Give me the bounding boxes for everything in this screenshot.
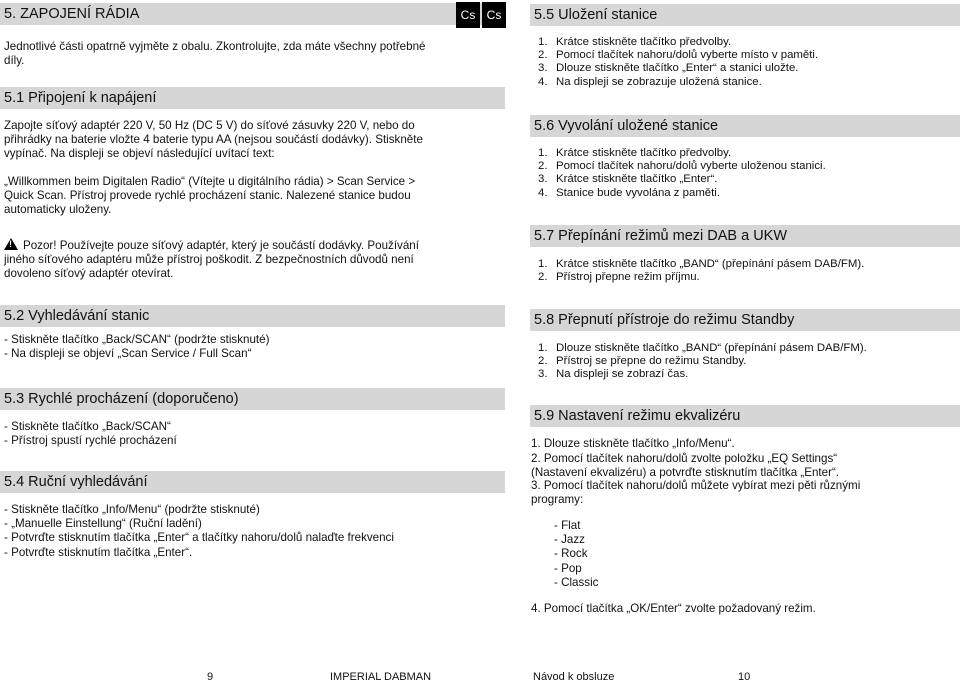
manual-tuning-list: [4, 503, 484, 560]
list-item: - Na displeji se objeví „Scan Service / Full Scan“: [4, 347, 252, 361]
list-item: - Přístroj spustí rychlé procházení: [4, 434, 177, 448]
section-5-9-heading: 5.9 Nastavení režimu ekvalizéru: [530, 405, 960, 427]
eq-step-4: 4. Pomocí tlačítka „OK/Enter“ zvolte požadovaný režim.: [531, 602, 816, 615]
section-5-7-heading: 5.7 Přepínání režimů mezi DAB a UKW: [530, 225, 960, 247]
quick-scan-list: [4, 420, 484, 448]
eq-step-3: 3. Pomocí tlačítek nahoru/dolů můžete vybírat mezi pěti různými programy:: [531, 479, 861, 506]
section-5-6-heading: 5.6 Vyvolání uložené stanice: [530, 115, 960, 137]
eq-step-2: 2. Pomocí tlačítek nahoru/dolů zvolte položku „EQ Settings“ (Nastavení ekvalizéru) a potvrďte stisknutím tlačítka „Enter“.: [531, 452, 840, 479]
section-5-1-heading: 5.1 Připojení k napájení: [0, 87, 505, 109]
list-item: - Stiskněte tlačítko „Back/SCAN“: [4, 420, 171, 433]
list-item: 2. Pomocí tlačítek nahoru/dolů vyberte místo v paměti.: [538, 49, 819, 62]
list-item: - Flat: [554, 519, 581, 532]
page-number-right: 10: [738, 671, 751, 683]
section-5-2-heading: 5.2 Vyhledávání stanic: [0, 305, 505, 327]
list-item: 4. Stanice bude vyvolána z paměti.: [538, 186, 720, 199]
list-item: - Stiskněte tlačítko „Back/SCAN“ (podržte stisknuté): [4, 333, 270, 346]
footer-brand: IMPERIAL DABMAN: [330, 671, 432, 683]
footer-manual-title: Návod k obsluze: [533, 671, 615, 683]
intro-paragraph: Jednotlivé části opatrně vyjměte z obalu. Zkontrolujte, zda máte všechny potřebné díly.: [4, 40, 426, 67]
section-5-heading: 5. ZAPOJENÍ RÁDIA: [0, 3, 505, 25]
list-item: 1. Dlouze stiskněte tlačítko „BAND“ (přepínání pásem DAB/FM).: [538, 342, 867, 354]
list-item: - Potvrďte stisknutím tlačítka „Enter“.: [4, 545, 193, 559]
warning-text: Pozor! Používejte pouze síťový adaptér, který je součástí dodávky. Používání jiného síťového adaptéru může přístroj poškodit. Z bezpečnostních důvodů není dovoleno síťový adaptér otevírat.: [4, 239, 419, 280]
section-5-3-heading: 5.3 Rychlé procházení (doporučeno): [0, 388, 505, 410]
list-item: - Stiskněte tlačítko „Info/Menu“ (podržte stisknuté): [4, 503, 260, 516]
list-item: 3. Krátce stiskněte tlačítko „Enter“.: [538, 173, 718, 186]
warning-icon: [4, 238, 18, 250]
store-station-list: [538, 36, 948, 89]
list-item: 1. Krátce stiskněte tlačítko předvolby.: [538, 147, 732, 159]
section-5-5-heading: 5.5 Uložení stanice: [530, 4, 960, 26]
language-badges: [456, 2, 506, 28]
list-item: 3. Na displeji se zobrazí čas.: [538, 368, 689, 381]
list-item: 4. Na displeji se zobrazuje uložená stanice.: [538, 75, 762, 88]
list-item: - Jazz: [554, 533, 585, 547]
list-item: - Rock: [554, 547, 588, 561]
list-item: 3. Dlouze stiskněte tlačítko „Enter“ a stanici uložte.: [538, 62, 799, 75]
language-badge: Cs: [482, 2, 506, 28]
band-switch-list: [538, 258, 948, 284]
list-item: 2. Přístroj přepne režim příjmu.: [538, 271, 700, 284]
warning-paragraph: [4, 238, 429, 281]
list-item: 1. Krátce stiskněte tlačítko „BAND“ (přepínání pásem DAB/FM).: [538, 258, 865, 270]
eq-step-1: 1. Dlouze stiskněte tlačítko „Info/Menu“.: [531, 437, 735, 450]
power-paragraph: Zapojte síťový adaptér 220 V, 50 Hz (DC 5 V) do síťové zásuvky 220 V, nebo do přihrádky na baterie vložte 4 baterie typu AA (nejsou součástí dodávky). Stiskněte vypínač. Na displeji se objeví následující uvítací text:: [4, 119, 423, 160]
list-item: - Classic: [554, 575, 599, 589]
page-number-left: 9: [207, 671, 214, 683]
list-item: 2. Přístroj se přepne do režimu Standby.: [538, 355, 747, 368]
list-item: - Pop: [554, 561, 582, 575]
welcome-paragraph: „Willkommen beim Digitalen Radio“ (Vítejte u digitálního rádia) > Scan Service > Quick Scan. Přístroj provede rychlé procházení stanic. Nalezené stanice budou automaticky uloženy.: [4, 175, 416, 216]
standby-list: [538, 342, 948, 382]
list-item: - „Manuelle Einstellung“ (Ruční ladění): [4, 517, 202, 531]
language-badge: Cs: [456, 2, 480, 28]
eq-mode-list: [554, 519, 754, 590]
list-item: 2. Pomocí tlačítek nahoru/dolů vyberte uloženou stanici.: [538, 160, 826, 173]
section-5-4-heading: 5.4 Ruční vyhledávání: [0, 471, 505, 493]
recall-station-list: [538, 147, 948, 200]
scan-list: [4, 333, 484, 361]
list-item: 1. Krátce stiskněte tlačítko předvolby.: [538, 36, 732, 48]
section-5-8-heading: 5.8 Přepnutí přístroje do režimu Standby: [530, 309, 960, 331]
list-item: - Potvrďte stisknutím tlačítka „Enter“ a tlačítky nahoru/dolů nalaďte frekvenci: [4, 531, 394, 545]
